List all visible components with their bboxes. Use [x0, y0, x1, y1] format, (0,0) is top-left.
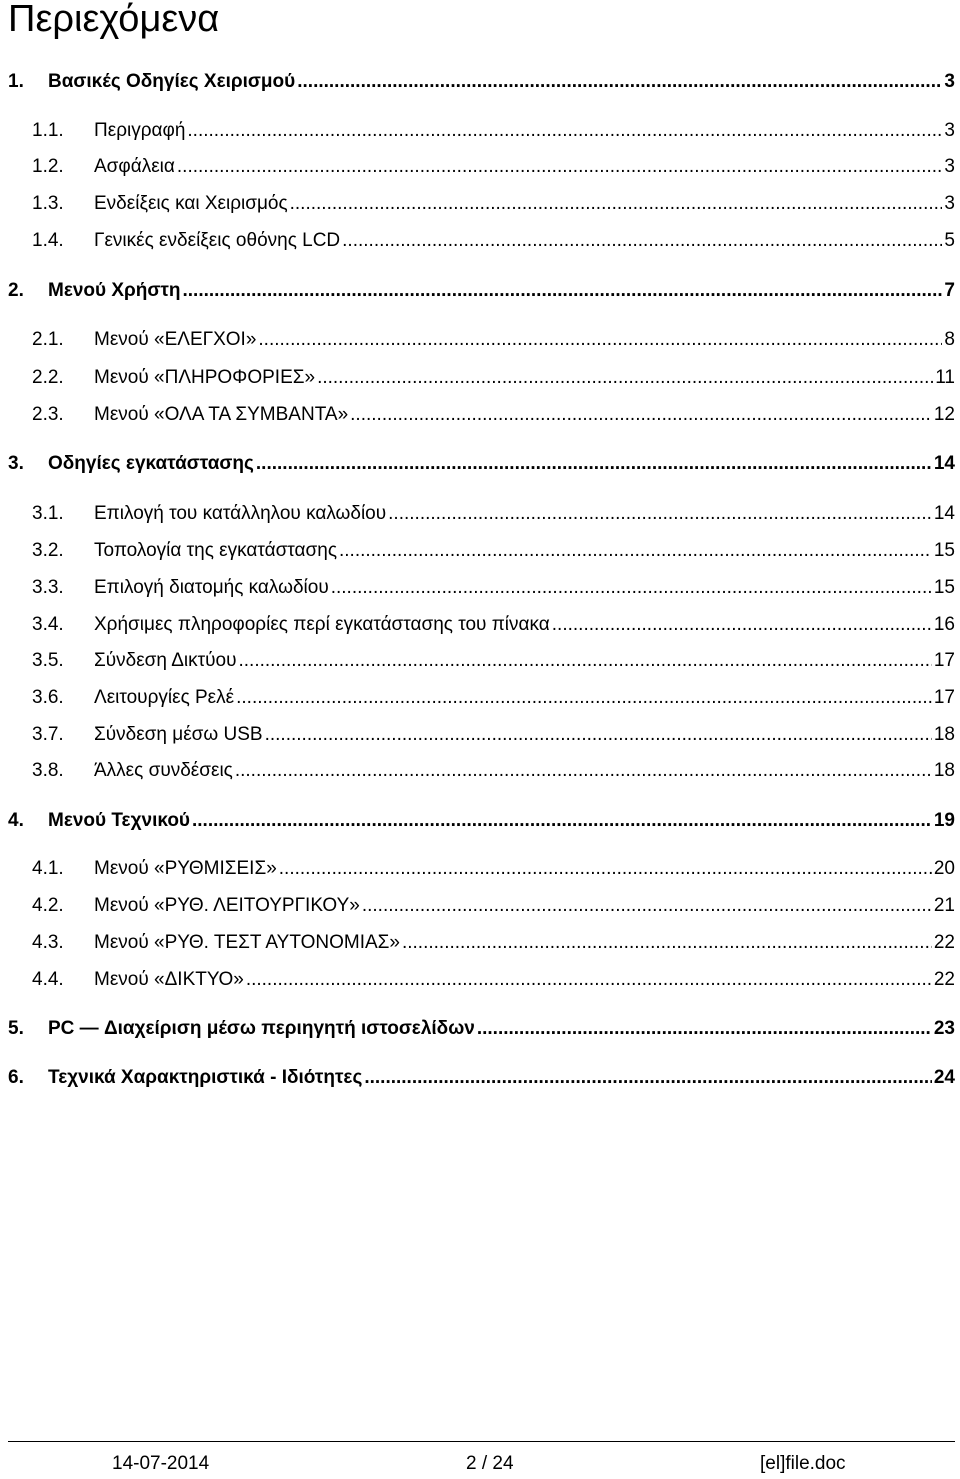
toc-entry-title: Μενού «ΡΥΘ. ΛΕΙΤΟΥΡΓΙΚΟΥ» [94, 895, 360, 916]
toc-leader-dots [235, 759, 932, 783]
toc-entry[interactable] [0, 70, 955, 94]
toc-leader-dots [177, 155, 943, 179]
toc-entry-page: 18 [933, 760, 955, 781]
toc-entry-page: 19 [933, 810, 955, 831]
toc-entry-number: 4.1. [32, 858, 64, 879]
toc-entry[interactable] [0, 723, 955, 747]
toc-entry-title: Σύνδεση Δικτύου [94, 650, 237, 671]
toc-entry-page: 22 [933, 969, 955, 990]
toc-leader-dots [297, 70, 942, 94]
toc-entry-number: 2.3. [32, 404, 64, 425]
toc-entry-title: Επιλογή του κατάλληλου καλωδίου [94, 503, 387, 524]
toc-entry-number: 3. [8, 453, 24, 474]
toc-leader-dots [388, 502, 932, 526]
toc-entry[interactable] [0, 759, 955, 783]
toc-entry-page: 22 [933, 932, 955, 953]
toc-entry-number: 4. [8, 810, 24, 831]
toc-entry-number: 3.8. [32, 760, 64, 781]
toc-leader-dots [182, 279, 942, 303]
toc-entry-number: 1.1. [32, 120, 64, 141]
toc-leader-dots [265, 723, 932, 747]
toc-entry-number: 4.2. [32, 895, 64, 916]
toc-leader-dots [362, 894, 932, 918]
toc-leader-dots [331, 576, 932, 600]
toc-entry-number: 2.1. [32, 329, 64, 350]
toc-leader-dots [236, 686, 932, 710]
toc-entry-title: Περιγραφή [94, 120, 186, 141]
toc-entry-title: Σύνδεση μέσω USB [94, 724, 263, 745]
toc-leader-dots [256, 452, 932, 476]
toc-entry[interactable] [0, 1017, 955, 1041]
toc-entry-number: 3.1. [32, 503, 64, 524]
toc-entry[interactable] [0, 403, 955, 427]
toc-entry-number: 6. [8, 1067, 24, 1088]
toc-leader-dots [258, 328, 942, 352]
toc-entry-title: Μενού «ΡΥΘ. ΤΕΣΤ ΑΥΤΟΝΟΜΙΑΣ» [94, 932, 400, 953]
toc-leader-dots [238, 649, 931, 673]
toc-leader-dots [279, 857, 932, 881]
toc-entry-title: Ασφάλεια [94, 156, 175, 177]
toc-entry-number: 1.2. [32, 156, 64, 177]
toc-entry-title: Μενού Τεχνικού [48, 810, 190, 831]
toc-entry-page: 24 [933, 1067, 955, 1088]
toc-entry[interactable] [0, 968, 955, 992]
toc-entry-number: 1.3. [32, 193, 64, 214]
toc-leader-dots [552, 613, 932, 637]
toc-entry-page: 23 [933, 1018, 955, 1039]
toc-leader-dots [317, 366, 933, 390]
footer-filename: [el]file.doc [760, 1453, 846, 1474]
toc-entry-page: 14 [933, 453, 955, 474]
toc-entry-number: 3.5. [32, 650, 64, 671]
toc-entry[interactable] [0, 502, 955, 526]
toc-entry-title: Ενδείξεις και Χειρισμός [94, 193, 288, 214]
toc-entry[interactable] [0, 328, 955, 352]
toc-entry-page: 17 [933, 687, 955, 708]
toc-entry-page: 15 [933, 540, 955, 561]
toc-leader-dots [364, 1066, 932, 1090]
footer-date: 14-07-2014 [112, 1453, 210, 1474]
toc-entry-number: 1.4. [32, 230, 64, 251]
toc-entry[interactable] [0, 366, 955, 390]
toc-entry-number: 3.3. [32, 577, 64, 598]
toc-entry-page: 16 [933, 614, 955, 635]
toc-entry-page: 14 [933, 503, 955, 524]
toc-leader-dots [339, 539, 932, 563]
toc-entry-page: 7 [944, 280, 955, 301]
toc-entry-page: 3 [944, 71, 955, 92]
toc-entry-page: 12 [933, 404, 955, 425]
page-title: Περιεχόμενα [8, 0, 220, 40]
toc-entry-title: Μενού «ΡΥΘΜΙΣΕΙΣ» [94, 858, 277, 879]
toc-entry-title: Μενού «ΕΛΕΓΧΟΙ» [94, 329, 257, 350]
toc-entry-title: Μενού Χρήστη [48, 280, 181, 301]
toc-entry-title: Τοπολογία της εγκατάστασης [94, 540, 337, 561]
toc-entry[interactable] [0, 894, 955, 918]
toc-entry-page: 17 [933, 650, 955, 671]
toc-leader-dots [477, 1017, 932, 1041]
toc-entry-title: Βασικές Οδηγίες Χειρισμού [48, 71, 296, 92]
toc-leader-dots [246, 968, 932, 992]
toc-entry[interactable] [0, 809, 955, 833]
toc-entry-title: PC — Διαχείριση μέσω περιηγητή ιστοσελίδων [48, 1018, 475, 1039]
toc-entry-number: 1. [8, 71, 24, 92]
toc-leader-dots [290, 192, 943, 216]
toc-entry-title: Γενικές ενδείξεις οθόνης LCD [94, 230, 341, 251]
toc-leader-dots [342, 229, 942, 253]
toc-entry-title: Χρήσιμες πληροφορίες περί εγκατάστασης του πίνακα [94, 614, 550, 635]
toc-entry-title: Μενού «ΟΛΑ ΤΑ ΣΥΜΒΑΝΤΑ» [94, 404, 349, 425]
toc-entry-number: 3.2. [32, 540, 64, 561]
toc-entry[interactable] [0, 686, 955, 710]
toc-entry-title: Επιλογή διατομής καλωδίου [94, 577, 329, 598]
toc-entry-number: 3.7. [32, 724, 64, 745]
toc-entry-number: 5. [8, 1018, 24, 1039]
toc-entry-page: 21 [933, 895, 955, 916]
toc-entry[interactable] [0, 155, 955, 179]
toc-entry[interactable] [0, 613, 955, 637]
toc-entry-page: 5 [944, 230, 955, 251]
toc-entry-page: 8 [944, 329, 955, 350]
toc-entry-number: 3.4. [32, 614, 64, 635]
toc-entry-title: Οδηγίες εγκατάστασης [48, 453, 254, 474]
toc-entry[interactable] [0, 857, 955, 881]
toc-leader-dots [187, 119, 942, 143]
toc-entry[interactable] [0, 452, 955, 476]
toc-entry-page: 20 [933, 858, 955, 879]
toc-leader-dots [402, 931, 932, 955]
toc-entry-page: 11 [935, 367, 955, 388]
toc-entry[interactable] [0, 279, 955, 303]
toc-entry-page: 15 [933, 577, 955, 598]
toc-entry-title: Τεχνικά Χαρακτηριστικά - Ιδιότητες [48, 1067, 363, 1088]
toc-entry-title: Μενού «ΠΛΗΡΟΦΟΡΙΕΣ» [94, 367, 316, 388]
toc-entry-number: 2. [8, 280, 24, 301]
toc-entry-title: Άλλες συνδέσεις [94, 760, 233, 781]
toc-entry[interactable] [0, 192, 955, 216]
toc-entry-number: 3.6. [32, 687, 64, 708]
toc-entry-number: 4.4. [32, 969, 64, 990]
toc-entry[interactable] [0, 229, 955, 253]
toc-entry-page: 3 [944, 193, 955, 214]
toc-entry-number: 4.3. [32, 932, 64, 953]
toc-entry[interactable] [0, 119, 955, 143]
toc-leader-dots [350, 403, 932, 427]
toc-entry-title: Μενού «ΔΙΚΤΥΟ» [94, 969, 244, 990]
toc-entry[interactable] [0, 539, 955, 563]
toc-entry-page: 3 [944, 120, 955, 141]
footer-divider [8, 1441, 955, 1442]
toc-entry[interactable] [0, 649, 955, 673]
toc-entry[interactable] [0, 1066, 955, 1090]
toc-entry-page: 3 [944, 156, 955, 177]
toc-entry[interactable] [0, 576, 955, 600]
toc-entry-number: 2.2. [32, 367, 64, 388]
toc-entry-title: Λειτουργίες Ρελέ [94, 687, 235, 708]
footer-page-number: 2 / 24 [466, 1453, 514, 1474]
toc-entry[interactable] [0, 931, 955, 955]
toc-entry-page: 18 [933, 724, 955, 745]
toc-leader-dots [192, 809, 932, 833]
